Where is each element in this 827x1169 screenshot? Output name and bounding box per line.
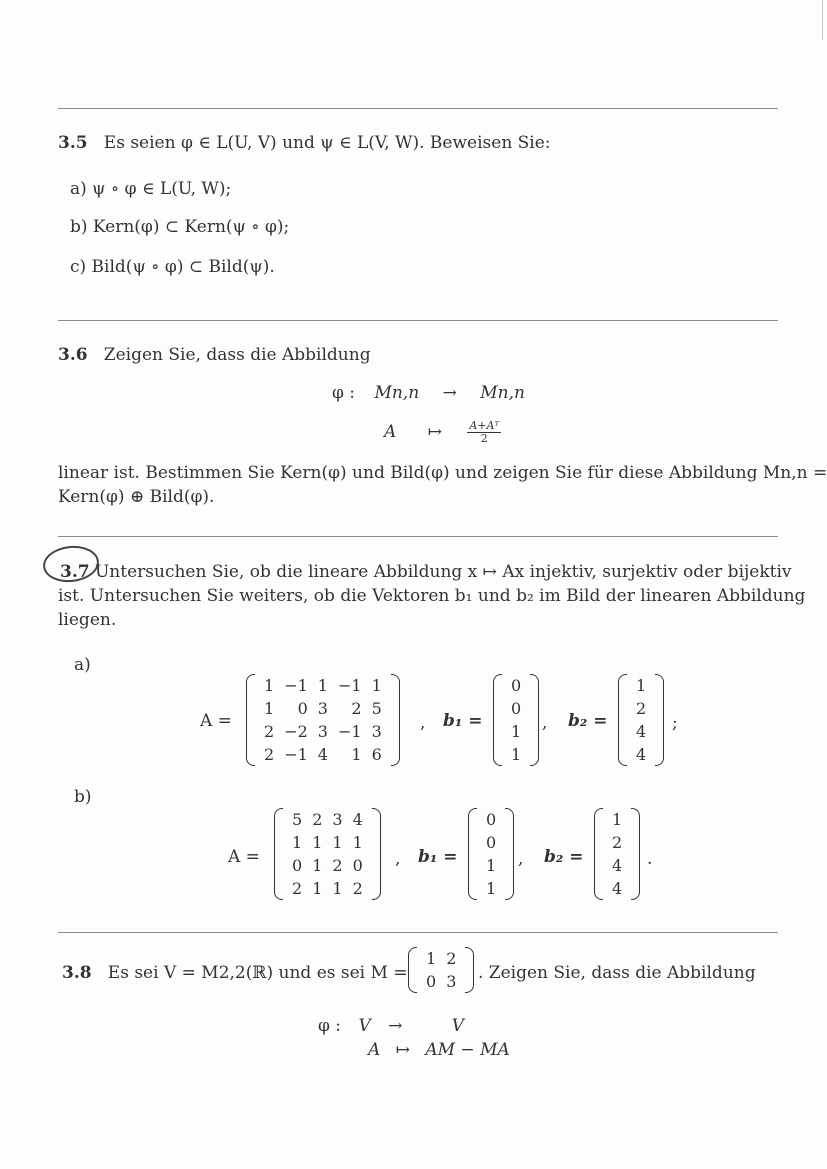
vector-b2-a	[618, 674, 664, 766]
matrix-entry: 4	[317, 745, 328, 764]
map-image: AM − MA	[425, 1040, 510, 1060]
matrix-entry: 1	[312, 856, 323, 875]
divider	[58, 320, 778, 321]
matrix-entry: −1	[337, 676, 362, 695]
fraction-numerator: A+Aᵀ	[469, 419, 500, 432]
matrix-entry: 2	[446, 949, 457, 968]
matrix-entry: 4	[636, 722, 647, 741]
matrix-entry: 4	[636, 745, 647, 764]
matrix-M	[408, 947, 474, 993]
matrix-entry: 1	[486, 879, 497, 898]
subitem-a-label: a)	[74, 655, 91, 675]
fraction	[467, 420, 501, 445]
item-c: c) Bild(ψ ∘ φ) ⊂ Bild(ψ).	[70, 257, 275, 277]
matrix-entry: 6	[371, 745, 382, 764]
matrix-entry: 0	[486, 833, 497, 852]
matrix-entry: 2	[292, 879, 303, 898]
matrix-entry: 0	[292, 856, 303, 875]
divider	[58, 536, 778, 537]
matrix-entry: 1	[264, 676, 275, 695]
matrix-entry: 1	[636, 676, 647, 695]
map-codomain: Mn,n	[480, 383, 525, 403]
matrix-entry: 1	[511, 722, 522, 741]
map-element: A	[368, 1040, 381, 1060]
map-arrow: →	[442, 383, 457, 403]
matrix-entry: 1	[426, 949, 437, 968]
matrix-entry: 2	[351, 699, 362, 718]
matrix-entry: 4	[612, 879, 623, 898]
matrix-entry: 1	[511, 745, 522, 764]
matrix-entry: 5	[371, 699, 382, 718]
semicolon: ;	[672, 713, 678, 733]
vector-b1-b	[468, 808, 514, 900]
divider	[58, 108, 778, 109]
problem-number: 3.6	[58, 345, 88, 365]
vector-b1-a	[493, 674, 539, 766]
matrix-entry: 4	[352, 810, 363, 829]
problem-text-line: linear ist. Bestimmen Sie Kern(φ) und Bild(φ) und zeigen Sie für diese Abbildung Mn,n =	[58, 463, 827, 483]
matrix-entry: 0	[486, 810, 497, 829]
a-A-equals: A =	[200, 711, 232, 731]
map-phi: φ :	[332, 383, 356, 403]
map-definition	[332, 383, 525, 403]
problem-number: 3.8	[62, 963, 92, 983]
matrix-entry: 0	[297, 699, 308, 718]
matrix-entry: 0	[426, 972, 437, 991]
matrix-entry: 1	[312, 879, 323, 898]
problem-3-5	[58, 132, 551, 154]
comma: ,	[420, 713, 426, 733]
matrix-entry: 1	[352, 833, 363, 852]
b-b1-equals: b₁ =	[418, 847, 458, 867]
matrix-entry: 5	[292, 810, 303, 829]
map-element: A	[384, 422, 397, 442]
problem-intro: Zeigen Sie, dass die Abbildung	[103, 345, 371, 365]
map-phi: φ :	[318, 1016, 342, 1036]
comma: ,	[518, 849, 524, 869]
matrix-entry: −1	[284, 676, 308, 695]
map-codomain: V	[451, 1016, 465, 1036]
maps-to-arrow: ↦	[395, 1040, 410, 1060]
matrix-entry: 1	[292, 833, 303, 852]
matrix-entry: 2	[264, 745, 275, 764]
matrix-entry: 2	[612, 833, 623, 852]
page-edge	[822, 0, 823, 40]
matrix-entry: 4	[612, 856, 623, 875]
matrix-entry: −1	[337, 722, 362, 741]
divider	[58, 932, 778, 933]
matrix-entry: 3	[317, 699, 328, 718]
matrix-entry: 3	[317, 722, 328, 741]
matrix-entry: 0	[511, 699, 522, 718]
comma: ,	[542, 713, 548, 733]
period: .	[647, 849, 653, 869]
map-rule	[384, 420, 501, 445]
fraction-denominator: 2	[480, 432, 488, 445]
matrix-entry: 1	[264, 699, 275, 718]
problem-text: . Zeigen Sie, dass die Abbildung	[478, 963, 756, 983]
matrix-entry: 0	[511, 676, 522, 695]
item-b: b) Kern(φ) ⊂ Kern(ψ ∘ φ);	[70, 217, 290, 237]
matrix-entry: 2	[312, 810, 323, 829]
problem-intro: Es seien φ ∈ L(U, V) und ψ ∈ L(V, W). Beweisen Sie:	[103, 133, 551, 153]
matrix-entry: −1	[284, 745, 308, 764]
problem-number: 3.7	[60, 562, 90, 582]
matrix-entry: 2	[264, 722, 275, 741]
matrix-entry: 1	[612, 810, 623, 829]
map-rule	[368, 1040, 510, 1060]
matrix-A-a	[246, 674, 400, 766]
matrix-entry: 2	[636, 699, 647, 718]
subitem-b-label: b)	[74, 787, 92, 807]
problem-text-line: liegen.	[58, 610, 117, 630]
matrix-entry: 1	[312, 833, 323, 852]
map-domain: Mn,n	[374, 383, 420, 403]
problem-3-6	[58, 344, 371, 366]
matrix-entry: 1	[332, 833, 343, 852]
vector-b2-b	[594, 808, 640, 900]
matrix-entry: 3	[371, 722, 382, 741]
matrix-entry: 1	[371, 676, 382, 695]
item-a: a) ψ ∘ φ ∈ L(U, W);	[70, 179, 232, 199]
matrix-entry: −2	[284, 722, 308, 741]
matrix-entry: 2	[332, 856, 343, 875]
map-arrow: →	[388, 1016, 403, 1036]
matrix-entry: 0	[352, 856, 363, 875]
matrix-entry: 3	[446, 972, 457, 991]
problem-text-line: ist. Untersuchen Sie weiters, ob die Vektoren b₁ und b₂ im Bild der linearen Abbildung	[58, 586, 806, 606]
matrix-entry: 2	[352, 879, 363, 898]
a-b2-equals: b₂ =	[568, 711, 608, 731]
comma: ,	[395, 849, 401, 869]
matrix-entry: 1	[351, 745, 362, 764]
problem-3-8	[62, 962, 408, 984]
maps-to-arrow: ↦	[427, 422, 442, 442]
a-b1-equals: b₁ =	[443, 711, 483, 731]
problem-3-7	[58, 560, 806, 632]
map-domain: V	[358, 1016, 371, 1036]
matrix-entry: 3	[332, 810, 343, 829]
matrix-A-b	[274, 808, 381, 900]
map-definition	[318, 1016, 464, 1036]
matrix-entry: 1	[317, 676, 328, 695]
problem-number: 3.5	[58, 133, 88, 153]
matrix-entry: 1	[486, 856, 497, 875]
problem-text-line: Kern(φ) ⊕ Bild(φ).	[58, 487, 215, 507]
matrix-entry: 1	[332, 879, 343, 898]
b-b2-equals: b₂ =	[544, 847, 584, 867]
problem-text: Es sei V = M2,2(ℝ) und es sei M =	[107, 963, 408, 983]
b-A-equals: A =	[228, 847, 260, 867]
problem-text-line: Untersuchen Sie, ob die lineare Abbildung x ↦ Ax injektiv, surjektiv oder bijektiv	[94, 562, 792, 582]
